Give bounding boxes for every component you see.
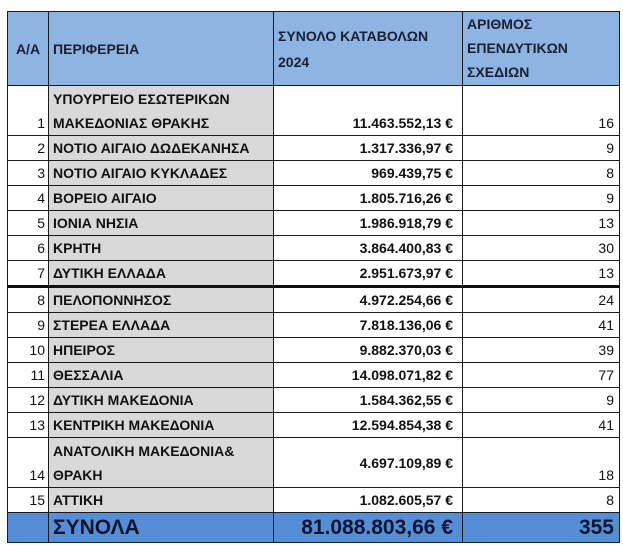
row-amount[interactable]: 1.805.716,26 € [274,186,463,211]
row-index[interactable]: 10 [8,338,49,363]
table-row [8,313,620,338]
row-amount[interactable]: 2.951.673,97 € [274,261,463,287]
table-row [8,211,620,236]
table-row [8,488,620,513]
row-region[interactable]: ΒΟΡΕΙΟ ΑΙΓΑΙΟ [49,186,274,211]
row-amount[interactable]: 7.818.136,06 € [274,313,463,338]
row-region[interactable]: ΔΥΤΙΚΗ ΜΑΚΕΔΟΝΙΑ [49,388,274,413]
row-count[interactable]: 77 [463,363,620,388]
row-index[interactable]: 3 [8,161,49,186]
header-count[interactable]: ΑΡΙΘΜΟΣ ΕΠΕΝΔΥΤΙΚΩΝ ΣΧΕΔΙΩΝ [463,12,620,86]
row-count[interactable]: 9 [463,388,620,413]
row-count[interactable]: 9 [463,186,620,211]
row-count[interactable]: 41 [463,313,620,338]
row-region[interactable]: ΝΟΤΙΟ ΑΙΓΑΙΟ ΚΥΚΛΑΔΕΣ [49,161,274,186]
total-count[interactable]: 355 [463,513,620,543]
header-row [8,12,620,86]
table-row [8,338,620,363]
row-count[interactable]: 8 [463,488,620,513]
row-region[interactable]: ΚΡΗΤΗ [49,236,274,261]
table-row [8,438,620,488]
row-amount[interactable]: 1.584.362,55 € [274,388,463,413]
row-index[interactable]: 15 [8,488,49,513]
row-index[interactable]: 12 [8,388,49,413]
row-amount[interactable]: 9.882.370,03 € [274,338,463,363]
row-region[interactable]: ΘΕΣΣΑΛΙΑ [49,363,274,388]
row-amount[interactable]: 14.098.071,82 € [274,363,463,388]
row-amount[interactable]: 1.317.336,97 € [274,136,463,161]
table-row [8,236,620,261]
row-region[interactable]: ΥΠΟΥΡΓΕΙΟ ΕΣΩΤΕΡΙΚΩΝ ΜΑΚΕΔΟΝΙΑΣ ΘΡΑΚΗΣ [49,86,274,136]
row-region[interactable]: ΑΤΤΙΚΗ [49,488,274,513]
row-index[interactable]: 1 [8,86,49,136]
table-row [8,287,620,313]
row-region[interactable]: ΑΝΑΤΟΛΙΚΗ ΜΑΚΕΔΟΝΙΑ& ΘΡΑΚΗ [49,438,274,488]
row-count[interactable]: 30 [463,236,620,261]
table-row [8,86,620,136]
row-amount[interactable]: 4.972.254,66 € [274,287,463,313]
table-row [8,161,620,186]
row-count[interactable]: 18 [463,438,620,488]
table-row [8,186,620,211]
table-row [8,388,620,413]
row-count[interactable]: 24 [463,287,620,313]
table-row [8,136,620,161]
row-count[interactable]: 41 [463,413,620,438]
row-region[interactable]: ΗΠΕΙΡΟΣ [49,338,274,363]
totals-row [8,513,620,543]
row-index[interactable]: 5 [8,211,49,236]
row-region[interactable]: ΝΟΤΙΟ ΑΙΓΑΙΟ ΔΩΔΕΚΑΝΗΣΑ [49,136,274,161]
row-count[interactable]: 13 [463,211,620,236]
row-index[interactable]: 13 [8,413,49,438]
row-index[interactable]: 9 [8,313,49,338]
table-row [8,363,620,388]
row-count[interactable]: 8 [463,161,620,186]
table-row [8,413,620,438]
row-amount[interactable]: 3.864.400,83 € [274,236,463,261]
row-count[interactable]: 39 [463,338,620,363]
row-amount[interactable]: 969.439,75 € [274,161,463,186]
row-region[interactable]: ΔΥΤΙΚΗ ΕΛΛΑΔΑ [49,261,274,287]
row-amount[interactable]: 1.082.605,57 € [274,488,463,513]
total-label[interactable]: ΣΥΝΟΛΑ [49,513,274,543]
row-region[interactable]: ΣΤΕΡΕΑ ΕΛΛΑΔΑ [49,313,274,338]
row-count[interactable]: 13 [463,261,620,287]
header-amount[interactable]: ΣΥΝΟΛΟ ΚΑΤΑΒΟΛΩΝ 2024 [274,12,463,86]
total-amount[interactable]: 81.088.803,66 € [274,513,463,543]
row-amount[interactable]: 12.594.854,38 € [274,413,463,438]
total-index[interactable] [8,513,49,543]
row-count[interactable]: 9 [463,136,620,161]
row-region[interactable]: ΠΕΛΟΠΟΝΝΗΣΟΣ [49,287,274,313]
row-amount[interactable]: 4.697.109,89 € [274,438,463,488]
row-count[interactable]: 16 [463,86,620,136]
table-row [8,261,620,287]
row-index[interactable]: 11 [8,363,49,388]
row-region[interactable]: ΚΕΝΤΡΙΚΗ ΜΑΚΕΔΟΝΙΑ [49,413,274,438]
row-index[interactable]: 2 [8,136,49,161]
row-amount[interactable]: 1.986.918,79 € [274,211,463,236]
row-amount[interactable]: 11.463.552,13 € [274,86,463,136]
row-index[interactable]: 6 [8,236,49,261]
row-index[interactable]: 8 [8,287,49,313]
row-index[interactable]: 7 [8,261,49,287]
header-index[interactable]: Α/Α [8,12,49,86]
header-region[interactable]: ΠΕΡΙΦΕΡΕΙΑ [49,12,274,86]
payments-table [7,11,620,543]
row-index[interactable]: 14 [8,438,49,488]
row-index[interactable]: 4 [8,186,49,211]
row-region[interactable]: ΙΟΝΙΑ ΝΗΣΙΑ [49,211,274,236]
